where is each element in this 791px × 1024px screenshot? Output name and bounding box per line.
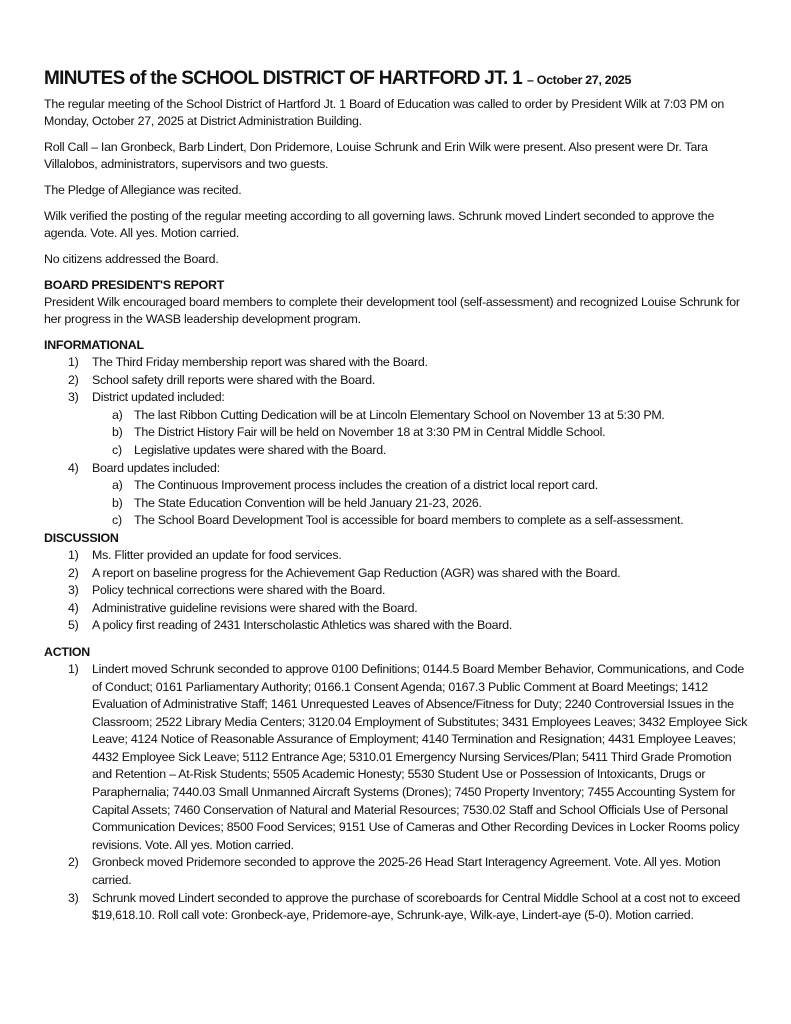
paragraph-board-presidents-report: President Wilk encouraged board members to complete their development tool (self-assessment) and recognized Louise Schrunk for her progress in the WASB leadership development program.	[44, 295, 740, 326]
list-subitem-letter: a)	[112, 478, 123, 493]
list-subitem	[44, 424, 752, 442]
paragraph-citizens: No citizens addressed the Board.	[44, 252, 219, 266]
paragraph-pledge: The Pledge of Allegiance was recited.	[44, 183, 242, 197]
action-list	[44, 661, 752, 925]
list-item-text: Ms. Flitter provided an update for food services.	[92, 547, 342, 562]
list-item-number: 3)	[68, 583, 79, 598]
list-subitem	[44, 442, 752, 460]
list-item-text: A policy first reading of 2431 Interscholastic Athletics was shared with the Board.	[92, 618, 513, 633]
list-subitem	[44, 477, 752, 495]
list-subitem-letter: c)	[112, 442, 122, 457]
list-item-number: 4)	[68, 600, 79, 615]
list-item-number: 1)	[68, 661, 79, 676]
list-subitem-text: The last Ribbon Cutting Dedication will be at Lincoln Elementary School on November 13 at 5:30 PM.	[134, 407, 665, 422]
list-item-number: 2)	[68, 855, 79, 870]
list-item	[44, 547, 752, 565]
list-item-number: 1)	[68, 547, 79, 562]
list-subitem	[44, 495, 752, 513]
list-item-text: Gronbeck moved Pridemore seconded to approve the 2025-26 Head Start Interagency Agreement. Vote. All yes. Motion carried.	[92, 855, 721, 888]
list-item-text: Schrunk moved Lindert seconded to approve the purchase of scoreboards for Central Middle School at a cost not to exceed $19,618.10. Roll call vote: Gronbeck-aye, Pridemore-aye, Schrunk-aye, Wilk-aye, Lindert-aye (5-0). Motion carried.	[92, 890, 741, 923]
document-body	[44, 70, 752, 925]
list-item	[44, 460, 752, 478]
list-subitem-text: Legislative updates were shared with the Board.	[134, 442, 387, 457]
list-subitem-text: The School Board Development Tool is accessible for board members to complete as a self-assessment.	[134, 513, 684, 528]
paragraph-call-to-order: The regular meeting of the School District of Hartford Jt. 1 Board of Education was called to order by President Wilk at 7:03 PM on Monday, October 27, 2025 at District Administration Building.	[44, 97, 725, 128]
list-item	[44, 372, 752, 390]
list-item-number: 4)	[68, 460, 79, 475]
discussion-list	[44, 547, 752, 635]
list-item	[44, 582, 752, 600]
list-item-text: District updated included:	[92, 390, 225, 405]
list-item	[44, 389, 752, 407]
list-subitem-letter: b)	[112, 425, 123, 440]
list-item-text: School safety drill reports were shared with the Board.	[92, 372, 376, 387]
list-item	[44, 354, 752, 372]
list-item	[44, 565, 752, 583]
list-subitem-text: The District History Fair will be held on November 18 at 3:30 PM in Central Middle School.	[134, 425, 606, 440]
list-subitem	[44, 407, 752, 425]
list-item-number: 3)	[68, 890, 79, 905]
title-date: – October 27, 2025	[527, 73, 632, 87]
list-subitem-text: The State Education Convention will be held January 21-23, 2026.	[134, 495, 482, 510]
list-subitem-letter: c)	[112, 513, 122, 528]
heading-discussion: DISCUSSION	[44, 530, 119, 545]
document-title	[44, 70, 752, 89]
list-item-number: 2)	[68, 372, 79, 387]
list-item-text: A report on baseline progress for the Achievement Gap Reduction (AGR) was shared with the Board.	[92, 565, 621, 580]
list-item-text: Administrative guideline revisions were shared with the Board.	[92, 600, 418, 615]
list-item	[44, 600, 752, 618]
list-item	[44, 617, 752, 635]
list-item-text: Policy technical corrections were shared with the Board.	[92, 583, 386, 598]
list-item-number: 3)	[68, 390, 79, 405]
list-subitem-letter: b)	[112, 495, 123, 510]
list-subitem-text: The Continuous Improvement process includes the creation of a district local report card.	[134, 478, 598, 493]
list-subitem	[44, 512, 752, 530]
list-item-text: Lindert moved Schrunk seconded to approve 0100 Definitions; 0144.5 Board Member Behavior, Communications, and Code of Conduct; 0161 Parliamentary Authority; 0166.1 Consent Agenda; 0167.3 Public Comment at Board Meetings; 1412 Evaluation of Administrative Staff; 1461 Unrequested Leaves of Absence/Fitness for Duty; 2240 Controversial Issues in the Classroom; 2522 Library Media Centers; 3120.04 Employment of Substitutes; 3431 Employees Leaves; 3432 Employee Sick Leave; 4124 Notice of Reasonable Assurance of Employment; 4140 Termination and Resignation; 4431 Employee Leaves; 4432 Employee Sick Leave; 5112 Entrance Age; 5310.01 Emergency Nursing Services/Plan; 5411 Third Grade Promotion and Retention – At-Risk Students; 5505 Academic Honesty; 5530 Student Use or Possession of Intoxicants, Drugs or Paraphernalia; 7440.03 Small Unmanned Aircraft Systems (Drones); 7450 Property Inventory; 7455 Accounting System for Capital Assets; 7460 Conservation of Natural and Material Resources; 7530.02 Staff and School Officials Use of Personal Communication Devices; 8500 Food Services; 9151 Use of Cameras and Other Recording Devices in Locker Rooms policy revisions. Vote. All yes. Motion carried.	[92, 661, 748, 852]
heading-informational: INFORMATIONAL	[44, 338, 144, 352]
title-text: MINUTES of the SCHOOL DISTRICT OF HARTFORD JT. 1	[44, 68, 522, 89]
paragraph-agenda-approval: Wilk verified the posting of the regular meeting according to all governing laws. Schrunk moved Lindert seconded to approve the agenda. Vote. All yes. Motion carried.	[44, 209, 715, 240]
list-subitem-letter: a)	[112, 407, 123, 422]
list-item-text: The Third Friday membership report was shared with the Board.	[92, 355, 428, 369]
list-item	[44, 661, 752, 855]
list-item	[44, 890, 752, 925]
list-item	[44, 854, 752, 889]
list-item-number: 5)	[68, 618, 79, 633]
list-item-text: Board updates included:	[92, 460, 220, 475]
list-item-number: 1)	[68, 355, 79, 369]
heading-action: ACTION	[44, 644, 90, 659]
heading-board-presidents-report: BOARD PRESIDENT'S REPORT	[44, 278, 225, 292]
informational-list	[44, 354, 752, 530]
paragraph-roll-call: Roll Call – Ian Gronbeck, Barb Lindert, Don Pridemore, Louise Schrunk and Erin Wilk were present. Also present were Dr. Tara Villalobos, administrators, supervisors and two guests.	[44, 140, 708, 171]
list-item-number: 2)	[68, 565, 79, 580]
